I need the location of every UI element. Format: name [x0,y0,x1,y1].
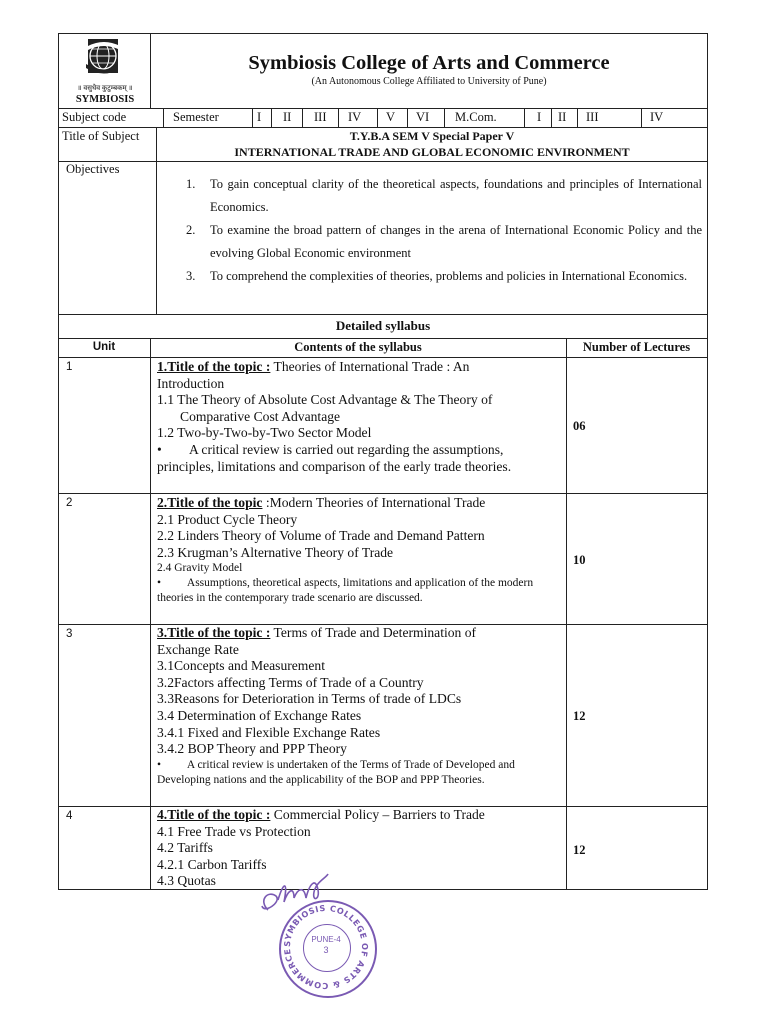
unit-contents [157,625,562,788]
unit-line: 3.4 Determination of Exchange Rates [157,707,362,723]
unit-line: 3.3Reasons for Deterioration in Terms of trade of LDCs [157,691,462,707]
topic-label: 2.Title of the topic [157,495,263,510]
objective-number: 3. [186,269,196,283]
unit-topic [157,807,562,824]
topic-label: 4.Title of the topic : [157,807,271,822]
topic-label: 3.Title of the topic : [157,625,271,640]
col-header-lectures: Number of Lectures [582,340,691,354]
semester-label: Semester [173,110,219,124]
bullet-text: Assumptions, theoretical aspects, limitations and application of the modern theories in the contemporary trade scenario are discussed. [157,577,534,605]
col-divider [641,108,642,127]
semester-V: V [386,110,396,124]
globe-logo-icon [74,36,134,86]
unit-line: 3.4.2 BOP Theory and PPP Theory [157,741,347,757]
subject-title-line2: INTERNATIONAL TRADE AND GLOBAL ECONOMIC ENVIRONMENT [234,145,630,159]
seal-city: PUNE-4 [311,935,341,944]
objective-text: To examine the broad pattern of changes in the arena of International Economic Policy and the evolving Global Economic environment [210,223,702,260]
table-top-border [58,33,708,34]
bullet-icon: • [157,577,162,590]
col-header-unit: Unit [92,341,116,353]
unit-line: 2.3 Krugman’s Alternative Theory of Trade [157,544,394,560]
col-divider [338,108,339,127]
row-divider [58,357,708,358]
college-seal [279,900,377,998]
unit-line: 2.1 Product Cycle Theory [157,511,298,527]
college-name: Symbiosis College of Arts and Commerce [248,52,610,74]
unit-number: 2 [66,497,73,509]
unit-line: Exchange Rate [157,641,239,657]
unit-line: 3.4.1 Fixed and Flexible Exchange Rates [157,724,381,740]
objective-text: To comprehend the complexities of theories, problems and policies in International Economics. [210,269,688,283]
lecture-count: 12 [573,843,586,857]
unit-line: 2.4 Gravity Model [157,562,243,575]
lecture-count: 06 [573,419,586,433]
logo-name: SYMBIOSIS [75,94,135,105]
objective-item [186,265,702,288]
logo-motto: ॥ वसुधैव कुटुम्बकम् ॥ [77,84,133,92]
unit-contents [157,359,562,475]
mcom-semester-III: III [586,110,599,124]
lecture-count: 12 [573,709,586,723]
bullet-icon: • [157,758,162,771]
seal-ring-text: SYMBIOSIS COLLEGE OF ARTS & COMMERCE [281,902,371,992]
unit-line: Comparative Cost Advantage [180,408,341,424]
topic-text: Theories of International Trade : An [270,359,470,374]
topic-text: Commercial Policy – Barriers to Trade [270,807,485,822]
unit-topic [157,625,562,642]
col-divider [566,338,567,890]
semester-VI: VI [416,110,430,124]
unit-bullet [157,442,562,475]
college-subtitle: (An Autonomous College Affiliated to University of Pune) [311,76,547,87]
objective-item [186,219,702,265]
col-divider [407,108,408,127]
objective-item [186,173,702,219]
unit-line: Introduction [157,375,225,391]
semester-I: I [257,110,262,124]
col-divider [150,338,151,890]
objectives-label: Objectives [66,162,120,176]
col-divider [551,108,552,127]
syllabus-heading: Detailed syllabus [335,318,431,333]
bullet-text: A critical review is carried out regarding the assumptions, principles, limitations and comparison of the early trade theories. [157,441,512,474]
unit-topic [157,359,562,376]
topic-label: 1.Title of the topic : [157,359,271,374]
unit-line: 3.1Concepts and Measurement [157,658,325,674]
bullet-text: A critical review is undertaken of the Terms of Trade of Developed and Developing nations and the applicability of the BOP and PPP Theories. [157,758,515,786]
unit-bullet [157,758,562,788]
row-divider [58,338,708,339]
col-divider [252,108,253,127]
unit-topic [157,495,562,512]
row-divider [58,108,708,109]
unit-contents [157,495,562,606]
unit-line: 4.2.1 Carbon Tariffs [157,856,267,872]
col-header-contents: Contents of the syllabus [294,340,422,354]
mcom-semester-II: II [558,110,567,124]
col-divider [524,108,525,127]
col-divider [302,108,303,127]
seal-number: 3 [323,945,329,955]
unit-number: 4 [66,810,73,822]
unit-number: 3 [66,628,73,640]
unit-line: 1.2 Two-by-Two-by-Two Sector Model [157,425,372,441]
col-divider [163,108,164,127]
subject-title-line1: T.Y.B.A SEM V Special Paper V [349,129,515,143]
bullet-icon: • [157,441,162,457]
col-divider [271,108,272,127]
mcom-label: M.Com. [455,110,497,124]
col-divider [577,108,578,127]
lecture-count: 10 [573,553,586,567]
col-divider [156,161,157,315]
semester-II: II [283,110,292,124]
title-of-subject-label: Title of Subject [62,129,140,143]
col-divider [444,108,445,127]
objective-number: 1. [186,177,196,191]
semester-III: III [314,110,327,124]
col-divider [377,108,378,127]
objective-text: To gain conceptual clarity of the theoretical aspects, foundations and principles of International Economics. [210,177,702,214]
objective-number: 2. [186,223,196,237]
unit-line: 4.3 Quotas [157,873,216,889]
symbiosis-logo [74,36,134,86]
unit-line: 4.2 Tariffs [157,840,213,856]
subject-code-label: Subject code [62,110,127,124]
mcom-semester-IV: IV [650,110,664,124]
unit-line: 1.1 The Theory of Absolute Cost Advantage & The Theory of [157,392,493,408]
topic-text: Terms of Trade and Determination of [270,625,477,640]
mcom-semester-I: I [537,110,542,124]
unit-bullet [157,576,562,606]
row-divider [58,493,708,494]
topic-text: :Modern Theories of International Trade [262,495,486,510]
unit-number: 1 [66,361,73,373]
unit-line: 4.1 Free Trade vs Protection [157,823,311,839]
unit-line: 2.2 Linders Theory of Volume of Trade and Demand Pattern [157,528,485,544]
unit-line: 3.2Factors affecting Terms of Trade of a Country [157,674,424,690]
unit-contents [157,807,562,890]
row-divider [58,314,708,315]
semester-IV: IV [348,110,362,124]
